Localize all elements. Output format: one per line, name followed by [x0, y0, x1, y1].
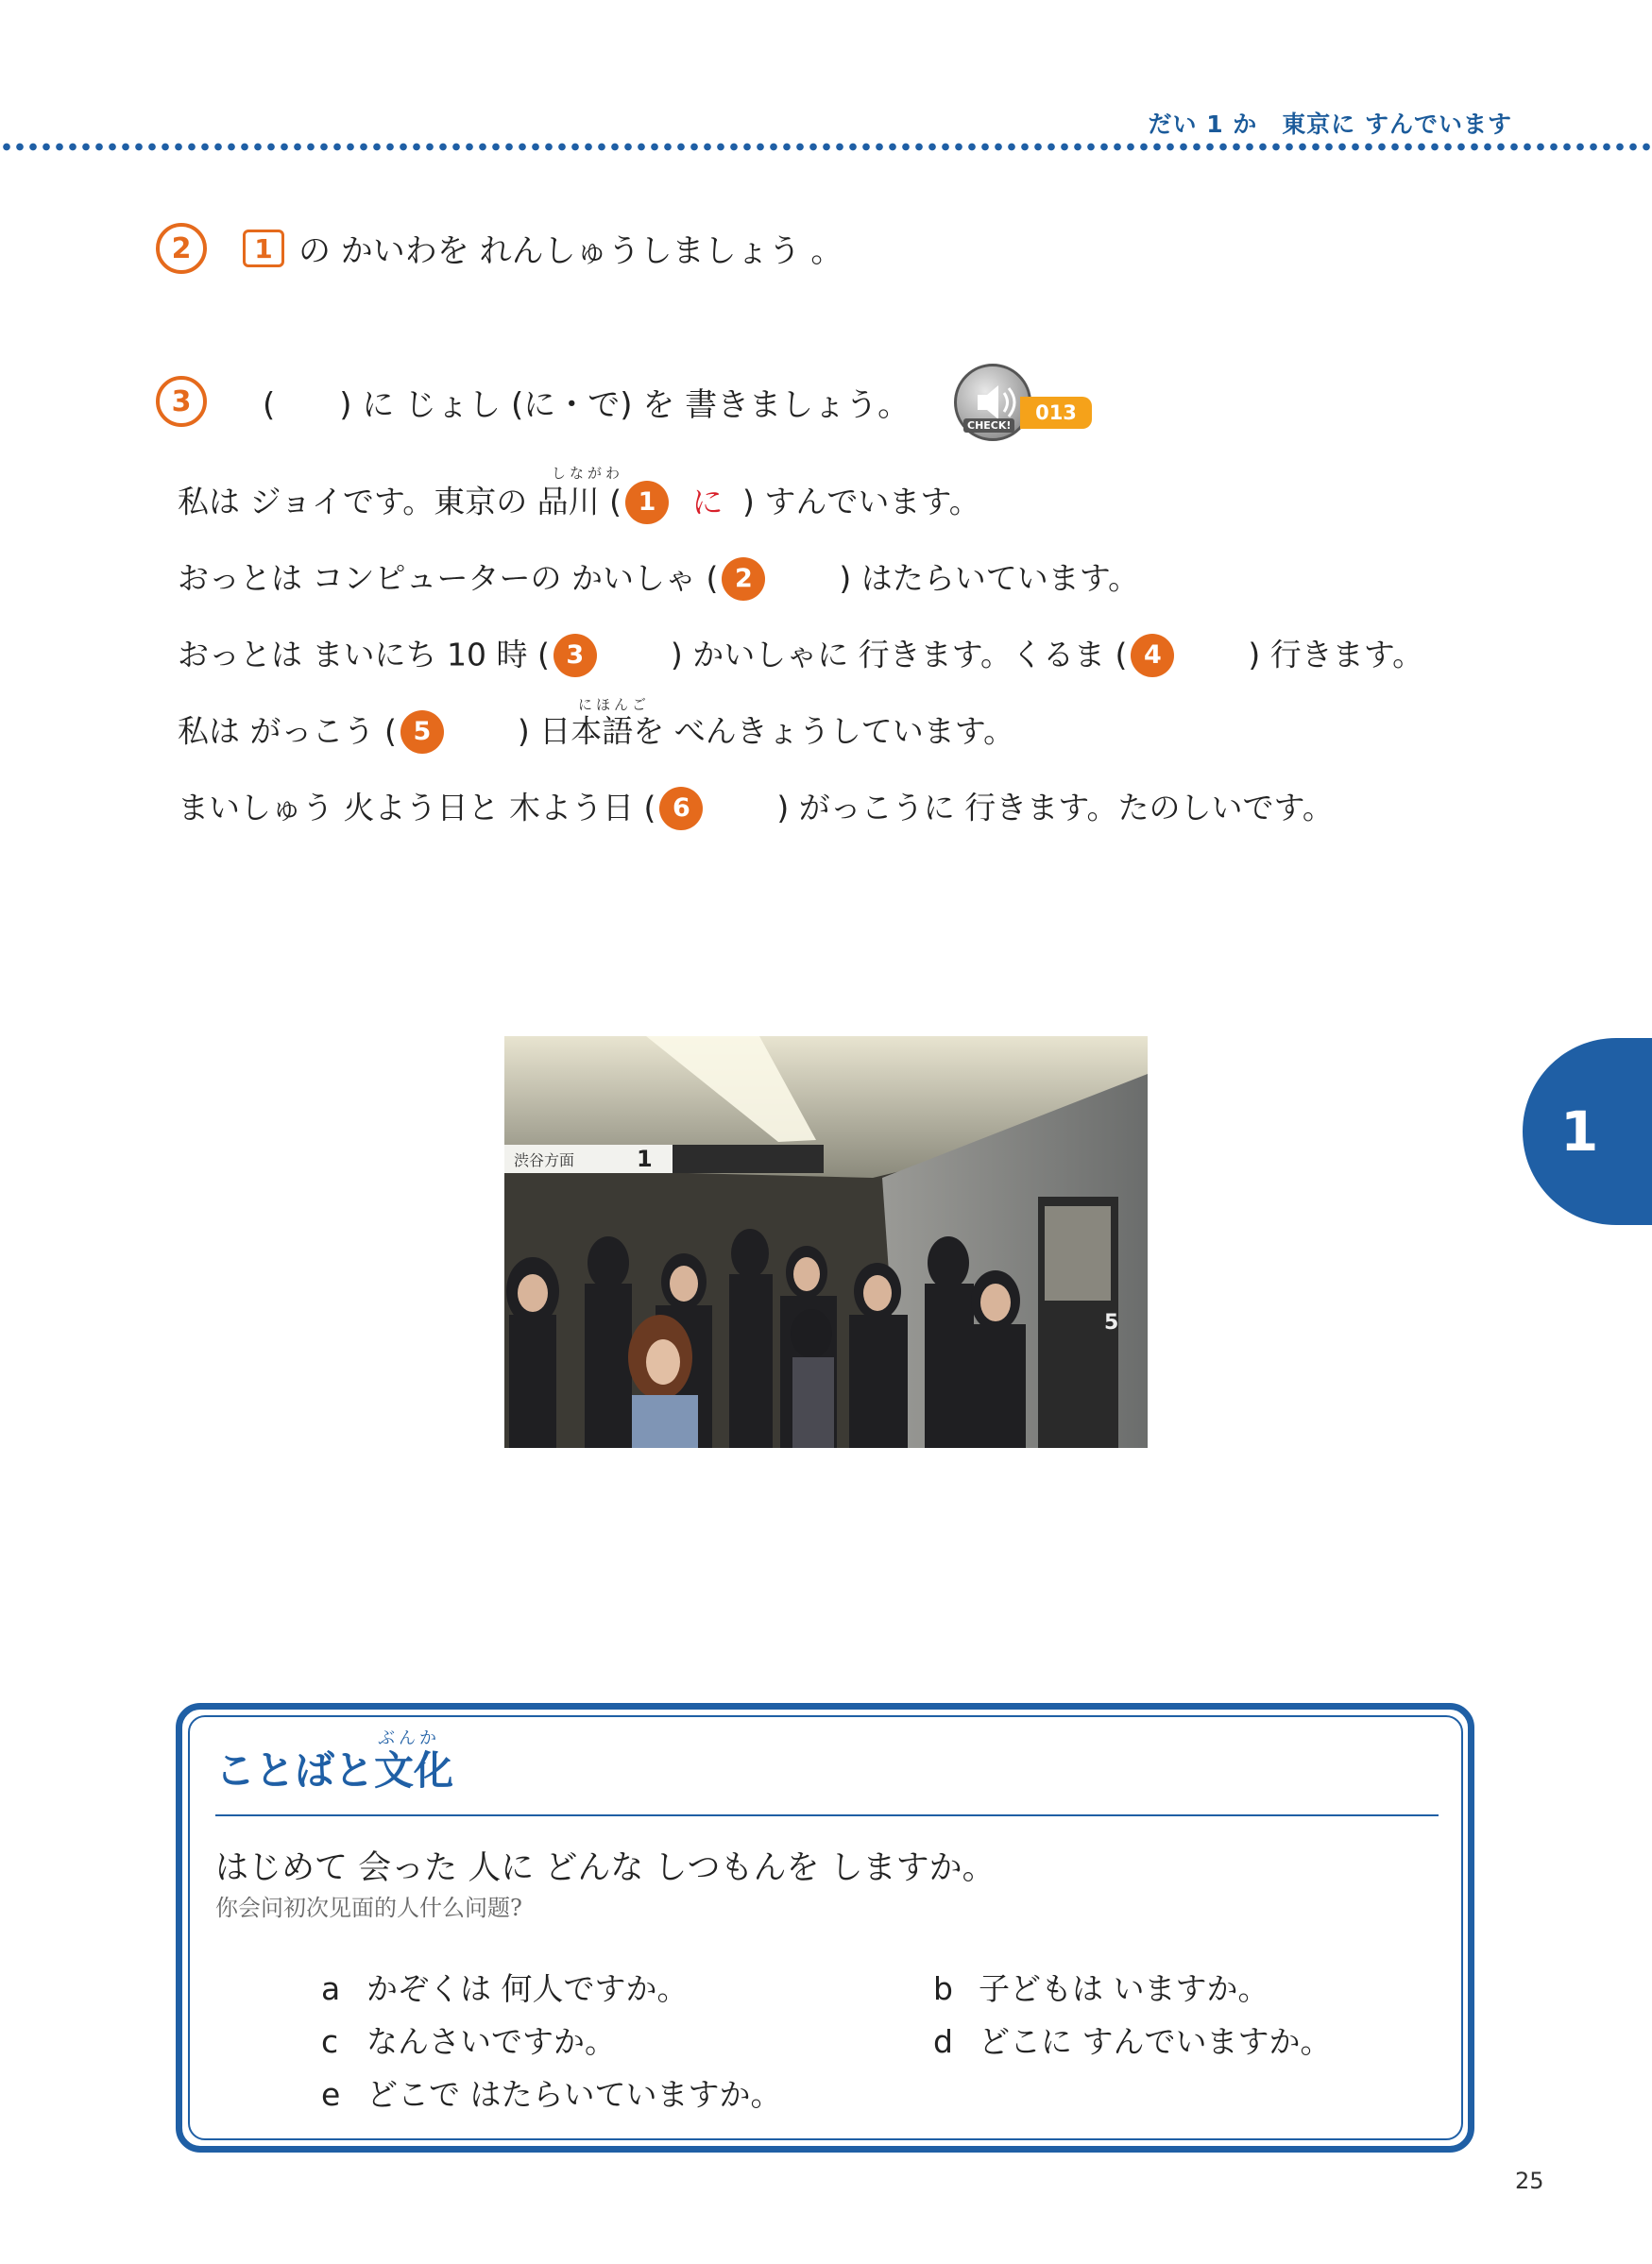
audio-track-badge: 013 — [1020, 397, 1092, 429]
option-a-text: かぞくは 何人ですか。 — [366, 1970, 689, 2007]
station-sign-text: 渋谷方面 — [514, 1151, 575, 1169]
sentence-1 — [178, 477, 980, 524]
blank-6-number: 6 — [659, 787, 703, 830]
culture-ruby-bunka: ぶんか — [378, 1728, 440, 1748]
option-b-letter: b — [933, 1970, 953, 2007]
sentence-4-post: ) 日本語を べんきょうしています。 — [517, 712, 1015, 750]
question-2-number: 2 — [156, 223, 207, 274]
blank-4-number: 4 — [1131, 634, 1174, 677]
train-platform-photo — [504, 1036, 1148, 1448]
option-e-letter: e — [321, 2076, 341, 2113]
sentence-2 — [178, 553, 1139, 601]
check-label: CHECK! — [963, 418, 1014, 433]
sentence-5 — [178, 783, 1334, 830]
option-b-text: 子どもは いますか。 — [979, 1970, 1269, 2007]
question-3-number: 3 — [156, 376, 207, 427]
culture-title: ことばと文化 — [215, 1747, 454, 1794]
question-2-instruction: の かいわを れんしゅうしましょう 。 — [298, 232, 843, 270]
chapter-header-title: だい 1 か 東京に すんでいます — [1148, 111, 1512, 138]
sentence-5-post: ) がっこうに 行きます。たのしいです。 — [776, 789, 1334, 826]
option-e — [321, 2070, 782, 2115]
sentence-1-pre: 私は ジョイです。東京の 品川 ( — [178, 483, 622, 520]
option-a — [321, 1965, 689, 2009]
culture-divider — [215, 1814, 1439, 1816]
option-d-letter: d — [933, 2023, 953, 2060]
page-number: 25 — [1515, 2168, 1544, 2194]
sentence-3-post: ) 行きます。 — [1248, 636, 1424, 673]
sentence-3-mid: ) かいしゃに 行きます。くるま ( — [670, 636, 1128, 673]
sentence-1-post: ) すんでいます。 — [742, 483, 980, 520]
sentence-2-pre: おっとは コンピューターの かいしゃ ( — [178, 559, 719, 597]
question-2-box-number: 1 — [243, 230, 284, 267]
option-c-text: なんさいですか。 — [366, 2023, 616, 2060]
sentence-3-pre: おっとは まいにち 10 時 ( — [178, 636, 550, 673]
option-c — [321, 2017, 616, 2062]
question-3-instruction: ( ) に じょし (に・で) を 書きましょう。 — [263, 386, 911, 424]
sentence-2-post: ) はたらいています。 — [839, 559, 1140, 597]
chapter-side-tab[interactable]: 1 — [1523, 1038, 1652, 1225]
culture-question-chinese: 你会问初次见面的人什么问题? — [215, 1895, 522, 1921]
option-c-letter: c — [321, 2023, 339, 2060]
option-e-text: どこで はたらいていますか。 — [366, 2076, 782, 2113]
blank-1-number: 1 — [625, 481, 669, 524]
ruby-shinagawa: しながわ — [552, 465, 624, 482]
sentence-5-pre: まいしゅう 火よう日と 木よう日 ( — [178, 789, 656, 826]
option-a-letter: a — [321, 1970, 341, 2007]
sentence-4-pre: 私は がっこう ( — [178, 712, 397, 750]
option-d — [933, 2017, 1332, 2062]
blank-5-number: 5 — [400, 710, 444, 754]
sentence-3 — [178, 630, 1423, 677]
blank-2-number: 2 — [722, 557, 765, 601]
blank-1-answer: に — [691, 483, 724, 520]
sentence-4 — [178, 706, 1014, 754]
option-b — [933, 1965, 1269, 2009]
platform-number: 1 — [637, 1146, 653, 1172]
option-d-text: どこに すんでいますか。 — [979, 2023, 1332, 2060]
car-number: 5 — [1104, 1311, 1119, 1335]
blank-3-number: 3 — [554, 634, 597, 677]
ruby-nihongo: にほんご — [578, 696, 651, 713]
dotted-divider — [0, 143, 1652, 151]
culture-question: はじめて 会った 人に どんな しつもんを しますか。 — [215, 1849, 996, 1887]
